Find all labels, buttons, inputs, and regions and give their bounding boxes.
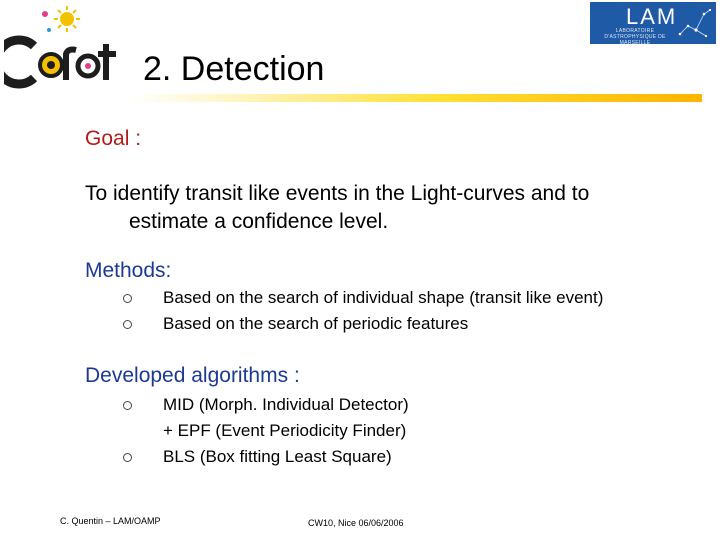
methods-heading: Methods: (85, 259, 172, 282)
algorithm-item-2: BLS (Box fitting Least Square) (163, 447, 392, 466)
footer-event: CW10, Nice 06/06/2006 (308, 518, 404, 528)
lam-logo (590, 2, 716, 44)
methods-item-1: Based on the search of individual shape (transit like event) (163, 288, 604, 307)
constellation-icon (676, 4, 714, 42)
sun-icon (42, 6, 80, 32)
slide-title: 2. Detection (143, 50, 325, 88)
bullet-icon (123, 401, 132, 410)
corot-wordmark (4, 40, 116, 84)
algorithm-item-1-line2: + EPF (Event Periodicity Finder) (163, 421, 407, 440)
lam-logo-subtitle: LABORATOIRE D'ASTROPHYSIQUE DE MARSEILLE (604, 28, 666, 46)
goal-paragraph (85, 180, 589, 236)
goal-paragraph-line1: To identify transit like events in the Light-curves and to (85, 182, 590, 205)
goal-heading: Goal : (85, 127, 142, 150)
methods-item-2: Based on the search of periodic features (163, 314, 469, 333)
footer-author: C. Quentin – LAM/OAMP (60, 516, 161, 526)
bullet-icon (123, 453, 132, 462)
goal-paragraph-line2: estimate a confidence level. (129, 210, 389, 233)
bullet-icon (123, 294, 132, 303)
title-underline-bar (128, 94, 702, 102)
algorithm-item-1-line1: MID (Morph. Individual Detector) (163, 395, 409, 414)
developed-algorithms-heading: Developed algorithms : (85, 364, 300, 387)
lam-logo-text: LAM (626, 4, 678, 29)
corot-logo (4, 2, 122, 94)
bullet-icon (123, 320, 132, 329)
